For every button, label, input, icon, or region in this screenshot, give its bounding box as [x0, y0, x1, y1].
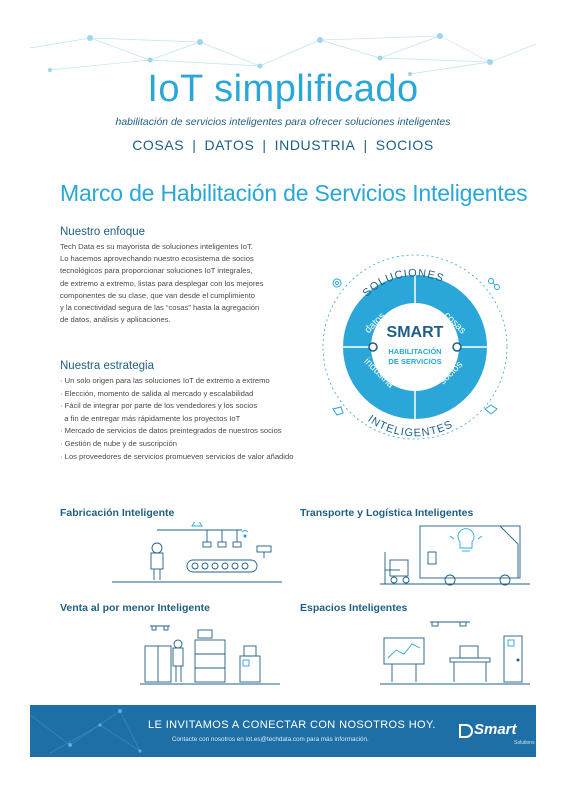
smart-wheel-diagram: [315, 245, 515, 445]
category-separator: |: [192, 137, 197, 153]
list-item: · Elección, momento de salida al mercado y escalabilidad: [60, 388, 254, 398]
footer-cta: LE INVITAMOS A CONECTAR CON NOSOTROS HOY.: [148, 719, 436, 731]
text-line: componentes de su clase, que van desde el cumplimiento: [60, 290, 256, 300]
estrategia-list: [60, 375, 330, 463]
footer-contact[interactable]: Contacte con nosotros en iot.es@techdata.com para más información.: [172, 736, 369, 743]
handshake-icon: [485, 405, 497, 414]
category-item: INDUSTRIA: [274, 137, 356, 153]
category-separator: |: [262, 137, 267, 153]
truck-icon: [380, 522, 530, 588]
tile-title: Transporte y Logística Inteligentes: [300, 507, 474, 519]
office-icon: [380, 618, 530, 690]
logo-text: Smart: [474, 721, 517, 738]
category-separator: |: [363, 137, 368, 153]
footer-banner: [30, 705, 536, 757]
text-line: de datos, análisis y aplicaciones.: [60, 315, 171, 325]
link-icon: [489, 279, 500, 290]
quadrant-industria: industria: [361, 355, 397, 391]
text-line: de extremo a extremo, listas para desplegar con los mejores: [60, 278, 264, 288]
quadrant-cosas: cosas: [441, 310, 468, 337]
category-item: DATOS: [204, 137, 255, 153]
text-line: tecnológicos para proporcionar soluciones IoT integrales,: [60, 266, 253, 276]
page-title: IoT simplificado: [147, 68, 419, 110]
list-item: · Gestión de nube y de suscripción: [60, 438, 177, 448]
text-line: Lo hacemos aprovechando nuestro ecosistema de socios: [60, 254, 254, 264]
category-item: SOCIOS: [375, 137, 434, 153]
list-item: · Mercado de servicios de datos preintegrados de nuestros socios: [60, 426, 282, 436]
page-subtitle: habilitación de servicios inteligentes para ofrecer soluciones inteligentes: [115, 116, 451, 128]
tile-title: Fabricación Inteligente: [60, 507, 175, 519]
hand-icon: [333, 407, 343, 415]
tile-title: Espacios Inteligentes: [300, 602, 408, 614]
quadrant-datos: datos: [362, 310, 388, 336]
wheel-bottom-arc: INTELIGENTES: [365, 413, 456, 440]
list-item: · Fácil de integrar por parte de los vendedores y los socios: [60, 401, 258, 411]
logo-mark-icon: [458, 723, 474, 739]
wheel-center-title: SMART: [386, 324, 444, 341]
factory-line-icon: [112, 522, 282, 586]
tile-title: Venta al por menor Inteligente: [60, 602, 210, 614]
smart-logo: [458, 721, 535, 747]
wheel-top-arc: SOLUCIONES: [360, 267, 446, 300]
text-line: y la conectividad segura de las “cosas” hasta la agregación: [60, 303, 260, 313]
list-item: · Los proveedores de servicios promueven servicios de valor añadido: [60, 451, 294, 461]
quadrant-socios: socios: [437, 359, 466, 388]
text-line: Tech Data es su mayorista de soluciones inteligentes IoT.: [60, 242, 253, 251]
main-heading: Marco de Habilitación de Servicios Inteligentes: [60, 180, 528, 206]
list-item: a fin de entregar más rápidamente los proyectos IoT: [60, 413, 241, 423]
enfoque-title: Nuestro enfoque: [60, 226, 146, 238]
estrategia-title: Nuestra estrategia: [60, 360, 154, 372]
logo-subtext: Solutions: [514, 740, 535, 746]
wheel-center-line1: HABILITACIÓN: [388, 347, 442, 356]
gear-icon: [333, 279, 341, 287]
category-list: [0, 137, 566, 153]
category-item: COSAS: [132, 137, 185, 153]
enfoque-text: [60, 241, 315, 326]
list-item: · Un solo origen para las soluciones IoT de extremo a extremo: [60, 376, 270, 385]
store-icon: [140, 620, 280, 690]
wheel-center-line2: DE SERVICIOS: [388, 357, 442, 366]
